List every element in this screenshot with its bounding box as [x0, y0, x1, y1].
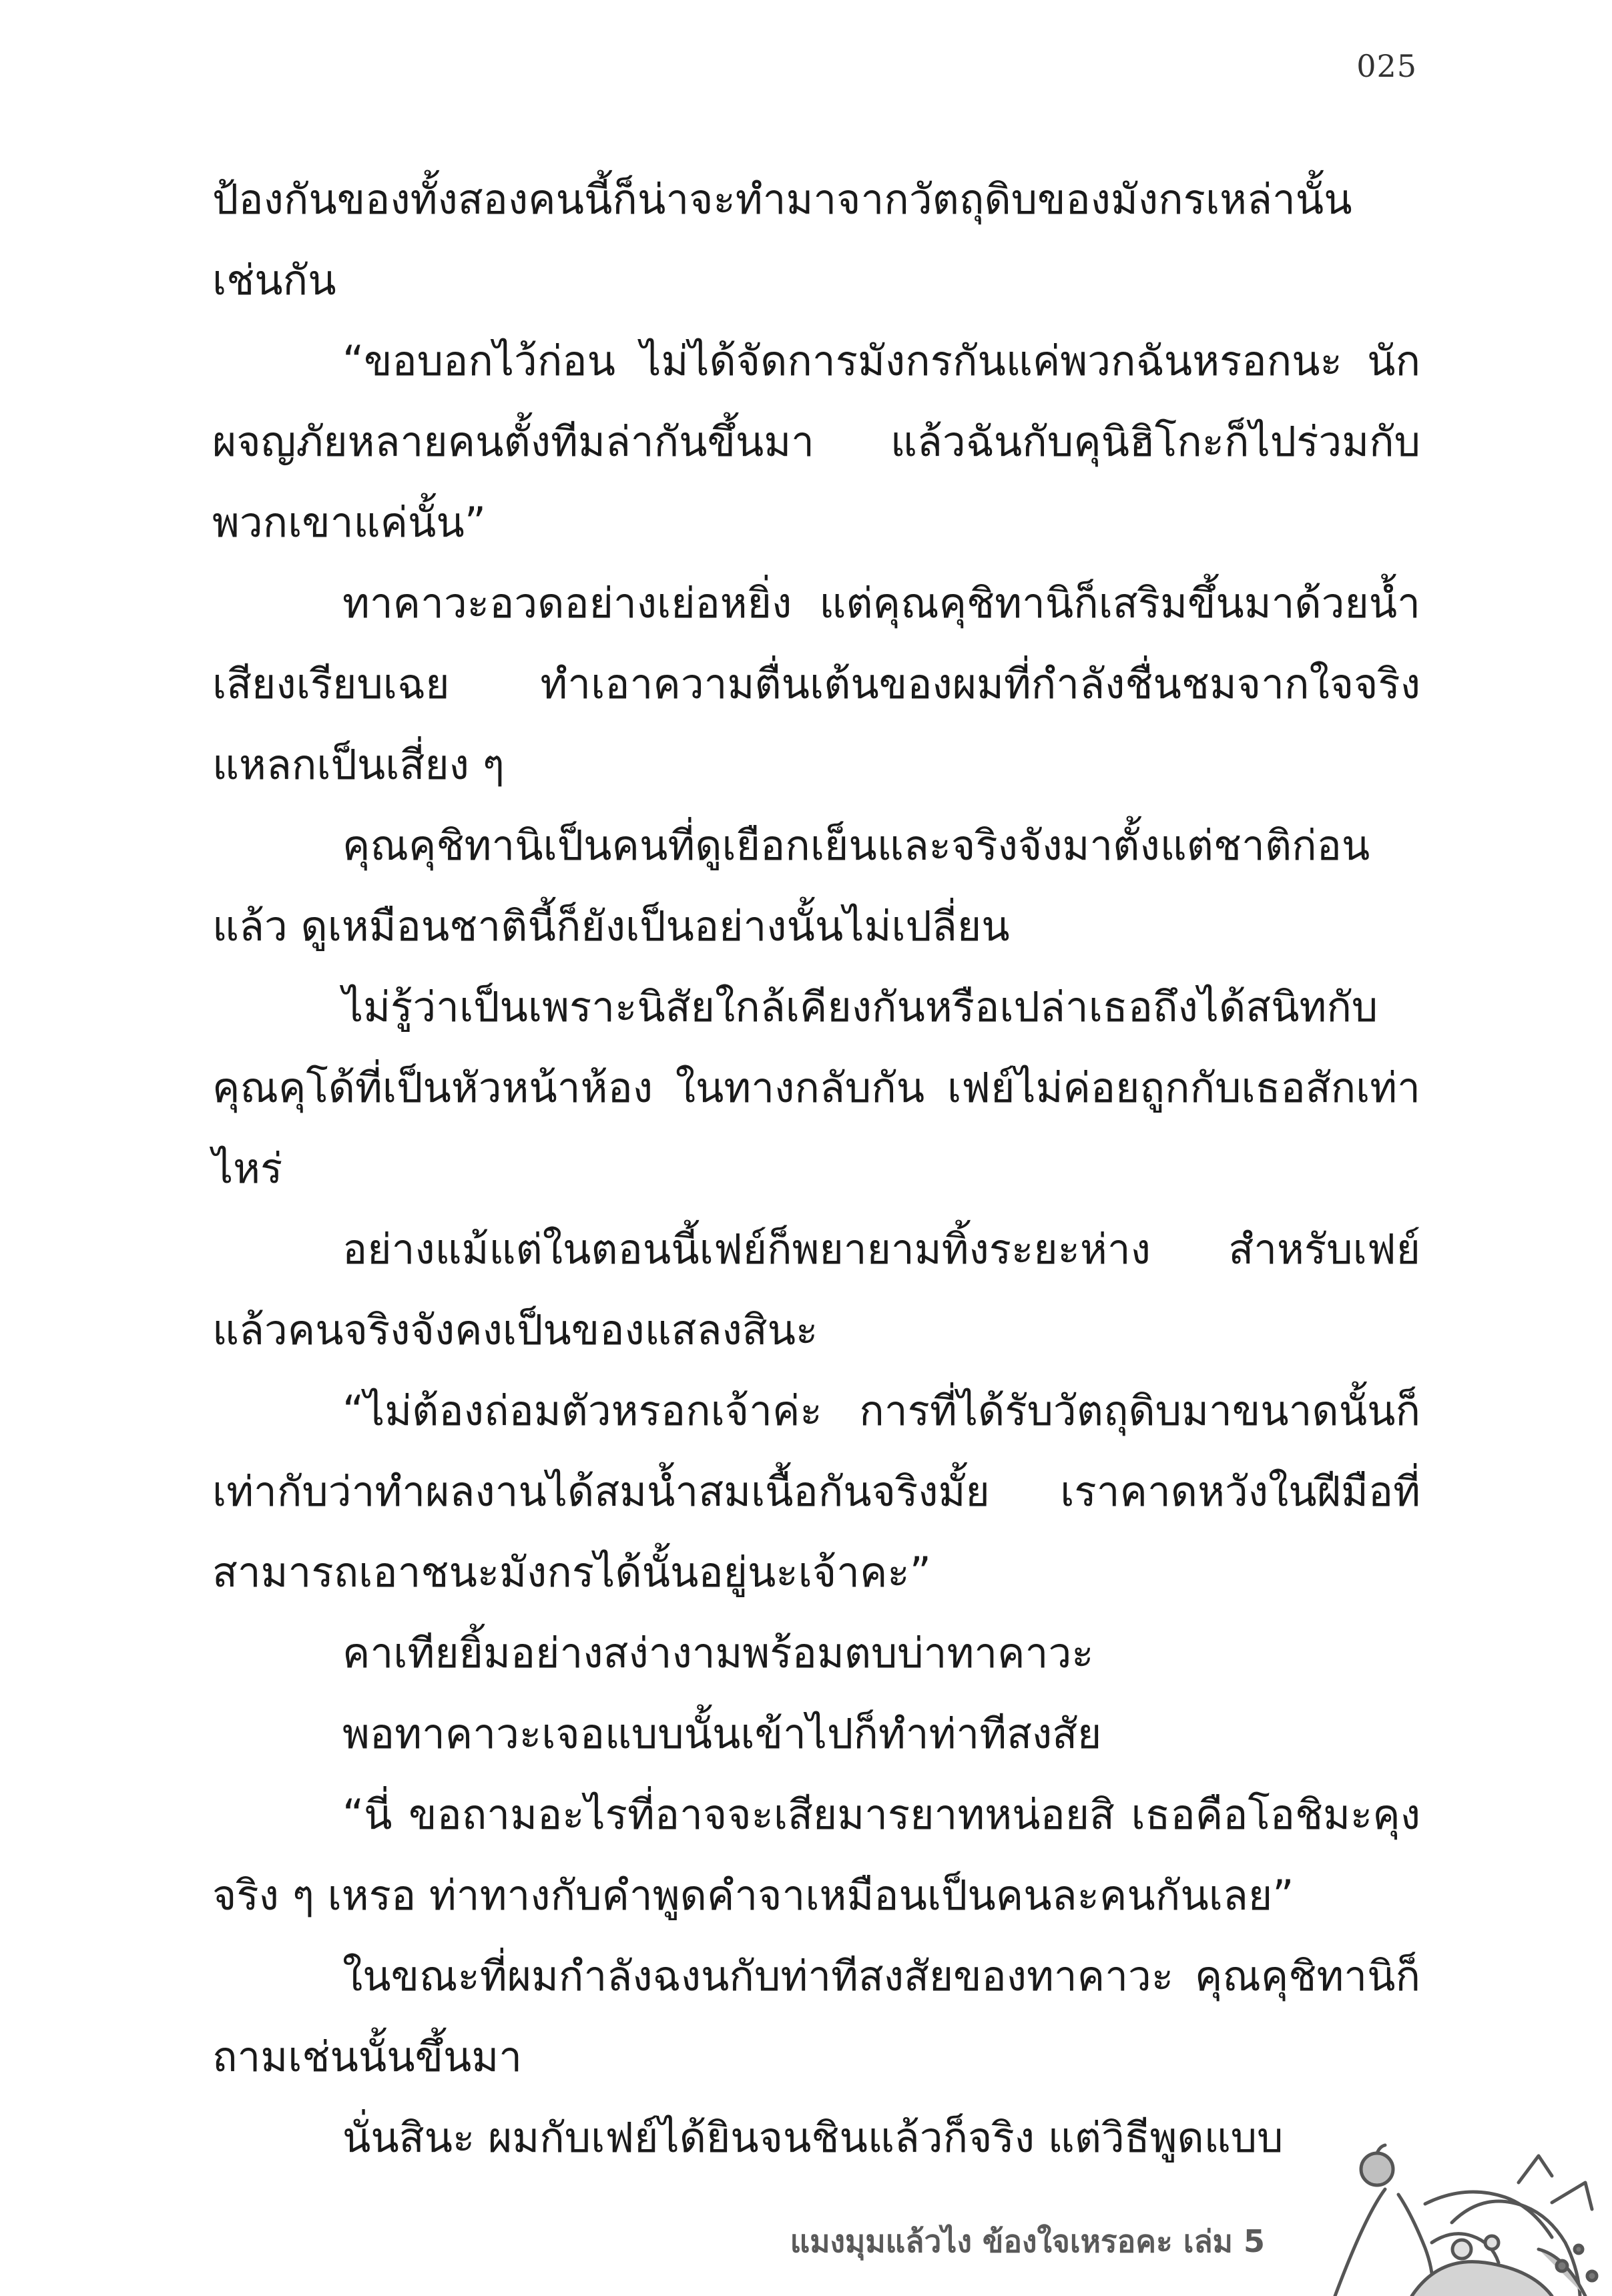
- paragraph: คาเทียยิ้มอย่างสง่างามพร้อมตบบ่าทาคาวะ: [342, 1629, 1094, 1677]
- paragraph: ป้องกันของทั้งสองคนนี้ก็น่าจะทำมาจากวัตถุดิบของมังกรเหล่านั้นเช่นกัน: [212, 175, 1352, 304]
- body-text: [212, 159, 1420, 2178]
- paragraph: นั่นสินะ ผมกับเฟย์ได้ยินจนชินแล้วก็จริง แต่วิธีพูดแบบ: [342, 2113, 1284, 2162]
- footer-title: แมงมุมแล้วไง ข้องใจเหรอคะ เล่ม 5: [790, 2223, 1265, 2259]
- paragraph: “ขอบอกไว้ก่อน ไม่ได้จัดการมังกรกันแค่พวกฉันหรอกนะ นักผจญภัยหลายคนตั้งทีมล่ากันขึ้นมา แล้วฉันกับคุนิฮิโกะก็ไปร่วมกับพวกเขาแค่นั้น”: [212, 336, 1420, 547]
- paragraph: “ไม่ต้องถ่อมตัวหรอกเจ้าค่ะ การที่ได้รับวัตถุดิบมาขนาดนั้นก็เท่ากับว่าทำผลงานได้สมน้ำสมเนื้อกันจริงมั้ย เราคาดหวังในฝีมือที่สามารถเอาชนะมังกรได้นั้นอยู่นะเจ้าคะ”: [212, 1386, 1420, 1597]
- paragraph: คุณคุชิทานิเป็นคนที่ดูเยือกเย็นและจริงจังมาตั้งแต่ชาติก่อนแล้ว ดูเหมือนชาตินี้ก็ยังเป็นอย่างนั้นไม่เปลี่ยน: [212, 821, 1370, 950]
- paragraph: อย่างแม้แต่ในตอนนี้เฟย์ก็พยายามทิ้งระยะห่าง สำหรับเฟย์แล้วคนจริงจังคงเป็นของแสลงสินะ: [212, 1225, 1420, 1354]
- page-number: 025: [1356, 48, 1417, 84]
- spider-character-illustration-icon: [1298, 2142, 1612, 2296]
- paragraph: ทาคาวะอวดอย่างเย่อหยิ่ง แต่คุณคุชิทานิก็เสริมขึ้นมาด้วยน้ำเสียงเรียบเฉย ทำเอาความตื่นเต้นของผมที่กำลังชื่นชมจากใจจริงแหลกเป็นเสี่ยง ๆ: [212, 579, 1420, 789]
- paragraph: ในขณะที่ผมกำลังฉงนกับท่าทีสงสัยของทาคาวะ คุณคุชิทานิก็ถามเช่นนั้นขึ้นมา: [212, 1952, 1420, 2081]
- paragraph: ไม่รู้ว่าเป็นเพราะนิสัยใกล้เคียงกันหรือเปล่าเธอถึงได้สนิทกับคุณคุโด้ที่เป็นหัวหน้าห้อง ในทางกลับกัน เฟย์ไม่ค่อยถูกกับเธอสักเท่าไหร่: [212, 982, 1420, 1193]
- paragraph: พอทาคาวะเจอแบบนั้นเข้าไปก็ทำท่าทีสงสัย: [342, 1709, 1102, 1758]
- paragraph: “นี่ ขอถามอะไรที่อาจจะเสียมารยาทหน่อยสิ เธอคือโอชิมะคุงจริง ๆ เหรอ ท่าทางกับคำพูดคำจาเหมือนเป็นคนละคนกันเลย”: [212, 1790, 1420, 1920]
